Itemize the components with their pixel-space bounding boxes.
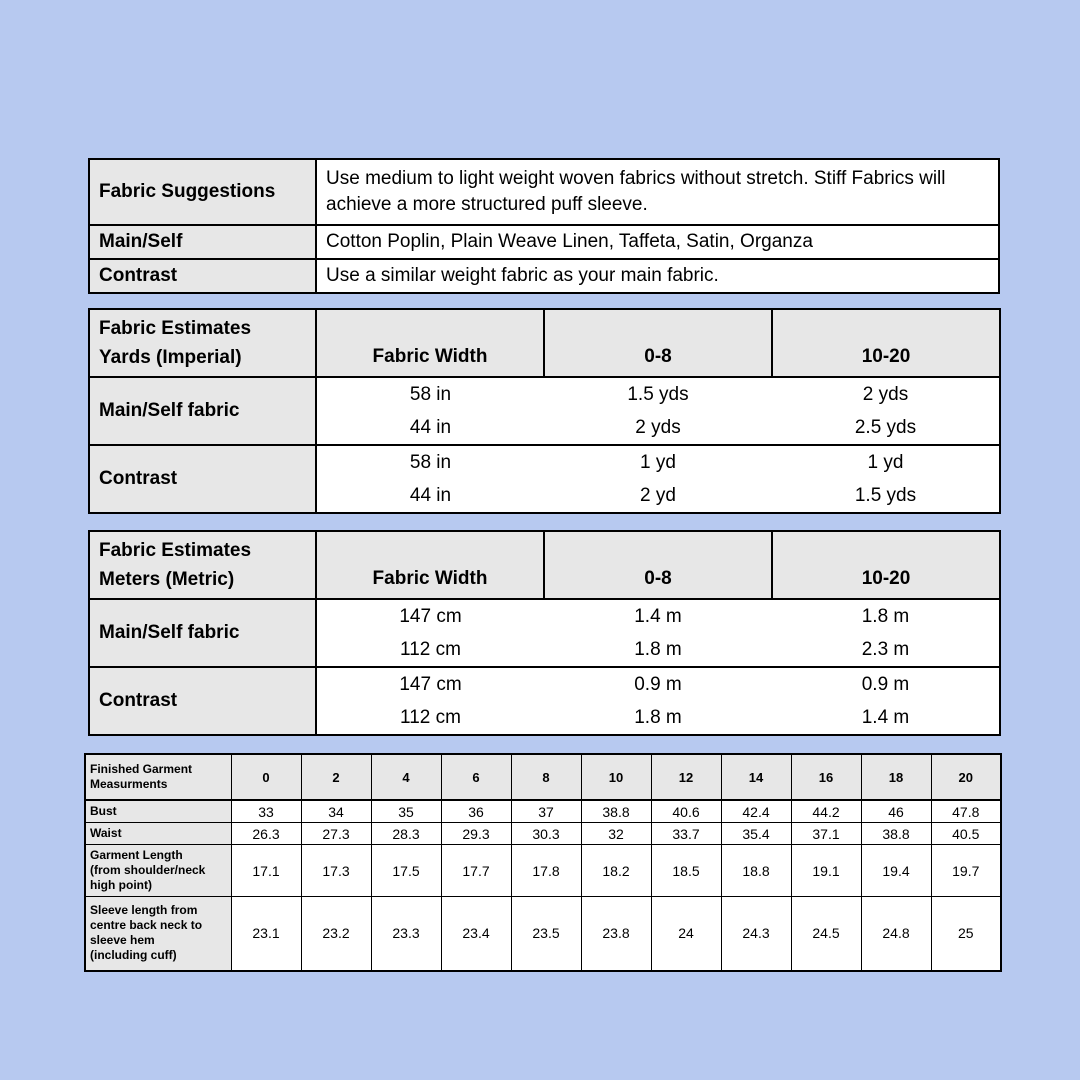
imperial-data-cell [772,377,1000,445]
metric-data-value: 0.9 m [861,674,910,695]
measurement-label-line: (from shoulder/neck [90,863,206,877]
measurement-label-line: Sleeve length from [90,903,198,918]
size-column-header: 0 [231,754,301,800]
imperial-data-value: 1 yd [867,452,904,473]
size-column-header: 6 [441,754,511,800]
measurement-value: 24.5 [791,897,861,971]
measurement-value: 23.4 [441,897,511,971]
measurement-value: 18.8 [721,845,791,897]
measurement-value: 36 [441,800,511,823]
measurement-value: 42.4 [721,800,791,823]
measurement-value: 34 [301,800,371,823]
measurement-value: 19.4 [861,845,931,897]
imperial-title-line1: Fabric Estimates [99,318,252,339]
fabric-row-value: Use medium to light weight woven fabrics without stretch. Stiff Fabrics will achieve a more structured puff sleeve. [316,159,999,225]
metric-group-label: Contrast [89,667,316,735]
metric-data-value: 1.4 m [634,606,682,627]
measurement-value: 47.8 [931,800,1001,823]
imperial-data-value: 1 yd [640,452,676,473]
measurement-value: 29.3 [441,823,511,845]
imperial-data-value: 2 yds [862,384,909,405]
metric-col-0-8: 0-8 [544,531,772,599]
imperial-data-cell [544,377,772,445]
measurements-body [85,800,1001,971]
metric-table-title [89,531,316,599]
metric-data-value: 2.3 m [861,639,910,660]
size-column-header: 12 [651,754,721,800]
imperial-data-value: 44 in [409,485,452,506]
measurement-value: 23.2 [301,897,371,971]
measurement-value: 19.1 [791,845,861,897]
metric-col-fabric-width: Fabric Width [316,531,544,599]
measurement-label-line: high point) [90,878,152,892]
fabric-row-value: Use a similar weight fabric as your main fabric. [316,259,999,293]
fabric-row-label: Main/Self [89,225,316,259]
metric-data-value: 1.8 m [861,606,910,627]
measurement-value: 17.3 [301,845,371,897]
measurement-value: 24.3 [721,897,791,971]
measurement-label-line: sleeve hem [90,933,155,948]
measurement-value: 35 [371,800,441,823]
imperial-data-cell [316,377,544,445]
imperial-table-title [89,309,316,377]
measurement-value: 23.1 [231,897,301,971]
measurement-label-line: Bust [90,804,117,818]
imperial-data-value: 58 in [409,452,452,473]
measurement-value: 17.5 [371,845,441,897]
imperial-group-row [89,377,1000,445]
measurement-label-line: Garment Length [90,848,183,862]
metric-group-row [89,667,1000,735]
imperial-col-fabric-width: Fabric Width [316,309,544,377]
measurements-row [85,800,1001,823]
measurement-value: 23.3 [371,897,441,971]
fabric-suggestions-table [88,158,1000,294]
measurement-value: 33.7 [651,823,721,845]
measurement-value: 23.8 [581,897,651,971]
size-column-header: 14 [721,754,791,800]
imperial-data-value: 1.5 yds [627,384,689,405]
imperial-data-cell [544,445,772,513]
measurement-value: 24 [651,897,721,971]
measurement-value: 28.3 [371,823,441,845]
metric-header-row [89,531,1000,599]
metric-title-line1: Fabric Estimates [99,540,252,561]
measurements-header-row [85,754,1001,800]
size-column-header: 4 [371,754,441,800]
measurement-value: 38.8 [861,823,931,845]
measurements-title-line: Measurments [90,777,168,791]
fabric-row-value: Cotton Poplin, Plain Weave Linen, Taffeta, Satin, Organza [316,225,999,259]
measurement-row-label [85,823,231,845]
metric-data-value: 112 cm [400,639,461,660]
measurement-value: 30.3 [511,823,581,845]
measurement-label-line: centre back neck to [90,918,203,933]
measurement-value: 18.5 [651,845,721,897]
measurements-table [84,753,1002,972]
measurement-value: 37 [511,800,581,823]
imperial-data-cell [772,445,1000,513]
fabric-suggestions-row [89,259,999,293]
imperial-data-value: 2 yds [635,417,681,438]
fabric-suggestions-row [89,159,999,225]
measurements-title-line: Finished Garment [90,762,193,776]
measurement-value: 44.2 [791,800,861,823]
measurement-value: 17.1 [231,845,301,897]
metric-group-label: Main/Self fabric [89,599,316,667]
size-column-header: 16 [791,754,861,800]
metric-data-value: 147 cm [399,606,462,627]
measurement-value: 40.5 [931,823,1001,845]
measurement-value: 40.6 [651,800,721,823]
imperial-col-10-20: 10-20 [772,309,1000,377]
imperial-estimates-body [89,377,1000,513]
measurement-row-label [85,800,231,823]
imperial-estimates-table [88,308,1001,514]
measurement-value: 23.5 [511,897,581,971]
metric-data-value: 1.4 m [861,707,910,728]
imperial-group-row [89,445,1000,513]
measurement-value: 32 [581,823,651,845]
metric-estimates-table [88,530,1001,736]
metric-data-cell [544,667,772,735]
size-column-header: 2 [301,754,371,800]
measurement-label-line: (including cuff) [90,948,177,963]
measurement-value: 17.7 [441,845,511,897]
imperial-title-line2: Yards (Imperial) [99,347,242,368]
measurement-value: 19.7 [931,845,1001,897]
metric-data-cell [316,599,544,667]
measurement-value: 33 [231,800,301,823]
imperial-data-value: 1.5 yds [854,485,917,506]
metric-data-value: 1.8 m [634,707,682,728]
metric-col-10-20: 10-20 [772,531,1000,599]
fabric-row-label: Fabric Suggestions [89,159,316,225]
measurement-label-line: Waist [90,826,122,840]
metric-estimates-body [89,599,1000,735]
metric-data-value: 112 cm [400,707,461,728]
size-column-header: 18 [861,754,931,800]
metric-data-cell [772,667,1000,735]
measurement-value: 46 [861,800,931,823]
measurements-table-title [85,754,231,800]
imperial-group-label: Contrast [89,445,316,513]
imperial-header-row [89,309,1000,377]
measurement-value: 27.3 [301,823,371,845]
measurement-value: 26.3 [231,823,301,845]
measurement-value: 38.8 [581,800,651,823]
measurement-value: 17.8 [511,845,581,897]
measurements-row [85,897,1001,971]
fabric-row-label: Contrast [89,259,316,293]
metric-group-row [89,599,1000,667]
fabric-suggestions-body [89,159,999,293]
measurement-value: 18.2 [581,845,651,897]
measurement-value: 24.8 [861,897,931,971]
metric-data-cell [316,667,544,735]
imperial-data-value: 44 in [409,417,452,438]
fabric-suggestions-row [89,225,999,259]
imperial-data-cell [316,445,544,513]
metric-data-value: 0.9 m [634,674,682,695]
metric-data-value: 147 cm [399,674,462,695]
measurement-row-label [85,897,231,971]
metric-data-cell [544,599,772,667]
metric-data-value: 1.8 m [634,639,682,660]
size-column-header: 8 [511,754,581,800]
measurement-value: 37.1 [791,823,861,845]
metric-title-line2: Meters (Metric) [99,569,235,590]
imperial-col-0-8: 0-8 [544,309,772,377]
measurement-value: 35.4 [721,823,791,845]
imperial-group-label: Main/Self fabric [89,377,316,445]
imperial-data-value: 2 yd [640,485,676,506]
measurements-row [85,823,1001,845]
imperial-data-value: 2.5 yds [854,417,917,438]
measurement-value: 25 [931,897,1001,971]
metric-data-cell [772,599,1000,667]
measurements-row [85,845,1001,897]
size-column-header: 10 [581,754,651,800]
size-column-header: 20 [931,754,1001,800]
imperial-data-value: 58 in [409,384,452,405]
measurement-row-label [85,845,231,897]
